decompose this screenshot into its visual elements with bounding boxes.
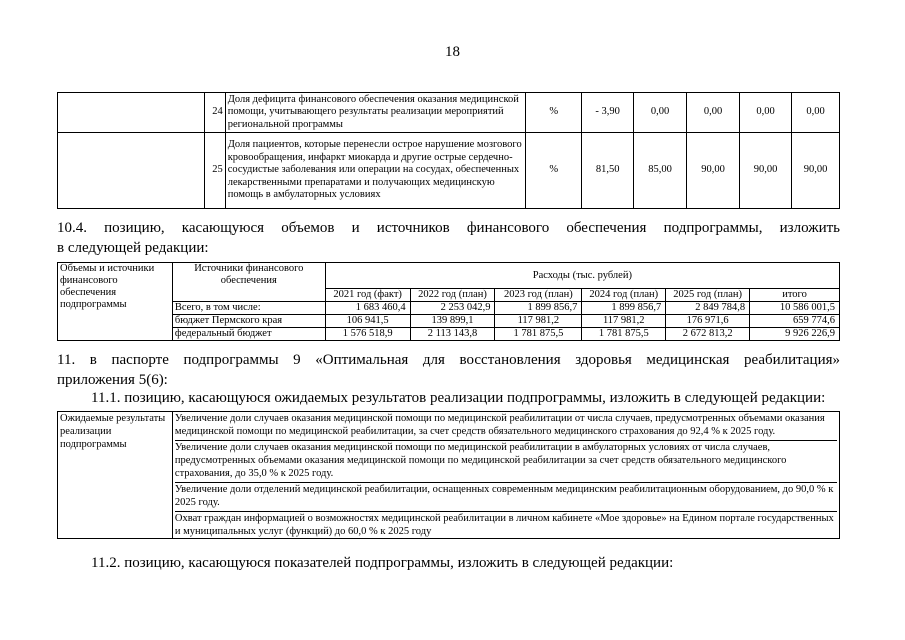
expected-results-table [57, 411, 840, 539]
value-cell: 1 899 856,7 [495, 302, 582, 315]
indicators-table [57, 92, 840, 209]
row-number: 25 [204, 133, 225, 209]
empty-cell [58, 133, 205, 209]
expenses-header: Расходы (тыс. рублей) [325, 263, 839, 289]
funding-label: Объемы и источники финансового обеспечения подпрограммы [58, 263, 173, 341]
value-cell: 85,00 [634, 133, 687, 209]
value-cell: 0,00 [792, 93, 840, 133]
results-content [172, 412, 839, 539]
value-cell: 1 576 518,9 [325, 328, 410, 341]
value-cell: - 3,90 [582, 93, 634, 133]
result-item: Увеличение доли случаев оказания медицинской помощи по медицинской реабилитации от числа случаев, предусмотренных объемами оказания медицинской помощи по медицинской реабилитации, за счет средств обязательного медицинского страхования до 92,4 % к 2025 году. [174, 413, 825, 437]
table-header-row [58, 263, 840, 289]
value-cell: 90,00 [740, 133, 792, 209]
value-cell: 176 971,6 [666, 315, 750, 328]
source-label: Всего, в том числе: [172, 302, 325, 315]
year-header: итого [750, 289, 840, 302]
value-cell: 2 253 042,9 [410, 302, 495, 315]
value-cell: 106 941,5 [325, 315, 410, 328]
result-item: Увеличение доли отделений медицинской реабилитации, оснащенных современным медицинским реабилитационным оборудованием, до 90,0 % к 2025 году. [175, 482, 837, 509]
results-label: Ожидаемые результаты реализации подпрограммы [58, 412, 173, 539]
value-cell: 1 683 460,4 [325, 302, 410, 315]
year-header: 2025 год (план) [666, 289, 750, 302]
value-cell: 659 774,6 [750, 315, 840, 328]
paragraph-11-cont: приложения 5(6): [57, 372, 168, 388]
paragraph-10-4: 10.4. позицию, касающуюся объемов и источников финансового обеспечения подпрограммы, изложить [57, 220, 840, 236]
value-cell: 1 781 875,5 [582, 328, 666, 341]
value-cell: 2 672 813,2 [666, 328, 750, 341]
value-cell: 81,50 [582, 133, 634, 209]
result-item: Увеличение доли случаев оказания медицинской помощи по медицинской реабилитации в амбулаторных условиях от числа случаев, предусмотренных объемами оказания медицинской помощи по медицинской реабилитации за счет средств обязательного медицинского страхования, до 35,0 % к 2025 году. [175, 440, 837, 480]
value-cell: 0,00 [687, 93, 740, 133]
empty-cell [58, 93, 205, 133]
year-header: 2022 год (план) [410, 289, 495, 302]
value-cell: 2 113 143,8 [410, 328, 495, 341]
table-row [58, 302, 840, 315]
paragraph-10-4-cont: в следующей редакции: [57, 240, 209, 256]
year-header: 2023 год (план) [495, 289, 582, 302]
table-row [58, 328, 840, 341]
table-row [58, 93, 840, 133]
year-header: 2021 год (факт) [325, 289, 410, 302]
indicator-name: Доля пациентов, которые перенесли острое нарушение мозгового кровообращения, инфаркт миокарда и другие острые сердечно-сосудистые заболевания или операции на сосудах, обеспеченных лекарственными препаратами и получающих медицинскую помощь в амбулаторных условиях [225, 133, 526, 209]
value-cell: 1 781 875,5 [495, 328, 582, 341]
sources-header: Источники финансового обеспечения [172, 263, 325, 302]
paragraph-11: 11. в паспорте подпрограммы 9 «Оптимальная для восстановления здоровья медицинская реабилитация» [57, 352, 840, 368]
result-item: Охват граждан информацией о возможностях медицинской реабилитации в личном кабинете «Мое здоровье» на Едином портале государственных и муниципальных услуг (функций) до 60,0 % к 2025 году [175, 511, 837, 538]
value-cell: 9 926 226,9 [750, 328, 840, 341]
value-cell: 2 849 784,8 [666, 302, 750, 315]
value-cell: 10 586 001,5 [750, 302, 840, 315]
unit-cell: % [526, 133, 582, 209]
table-row [58, 315, 840, 328]
source-label: бюджет Пермского края [172, 315, 325, 328]
indicator-name: Доля дефицита финансового обеспечения оказания медицинской помощи, учитывающего результаты реализации мероприятий региональной программы [225, 93, 526, 133]
table-row [58, 412, 840, 539]
row-number: 24 [204, 93, 225, 133]
value-cell: 117 981,2 [582, 315, 666, 328]
year-header: 2024 год (план) [582, 289, 666, 302]
value-cell: 117 981,2 [495, 315, 582, 328]
funding-table [57, 262, 840, 341]
source-label: федеральный бюджет [172, 328, 325, 341]
page-number: 18 [445, 44, 460, 60]
unit-cell: % [526, 93, 582, 133]
value-cell: 1 899 856,7 [582, 302, 666, 315]
paragraph-11-2: 11.2. позицию, касающуюся показателей подпрограммы, изложить в следующей редакции: [91, 555, 674, 571]
value-cell: 0,00 [740, 93, 792, 133]
value-cell: 139 899,1 [410, 315, 495, 328]
value-cell: 90,00 [792, 133, 840, 209]
table-row [58, 133, 840, 209]
paragraph-11-1: 11.1. позицию, касающуюся ожидаемых результатов реализации подпрограммы, изложить в следующей редакции: [91, 390, 826, 406]
value-cell: 0,00 [634, 93, 687, 133]
value-cell: 90,00 [687, 133, 740, 209]
